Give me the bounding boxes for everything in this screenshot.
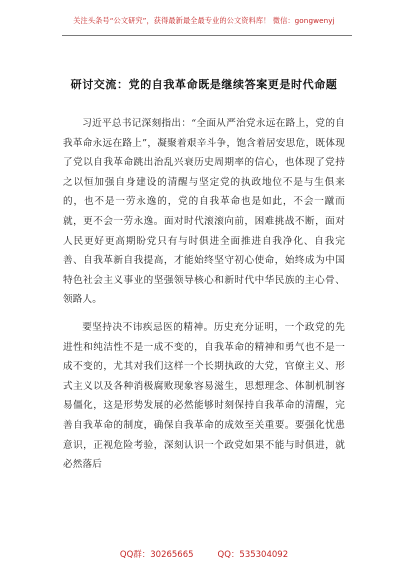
footer-contact <box>0 548 408 560</box>
document-title: 研讨交流：党的自我革命既是继续答案更是时代命题 <box>70 78 338 91</box>
footer-qq-number: QQ：535304092 <box>217 550 289 560</box>
body-paragraph-1: 习近平总书记深刻指出：“全面从严治党永远在路上，党的自我革命永远在路上”，凝聚着艰辛斗争，饱含着居安思危，既体现了党以自我革命跳出治乱兴衰历史周期率的信心，也体现了党持之以恒加强自身建设的清醒与坚定党的执政地位不是与生俱来的，也不是一劳永逸的，党的自我革命也是如此，不会一蹴而就，更不会一劳永逸。面对时代滚滚向前，困难挑战不断，面对人民更好更高期盼党只有与时俱进全面推进自我净化、自我完善、自我革新自我提高，才能始终坚守初心使命，始终成为中国特色社会主义事业的坚强领导核心和新时代中华民族的主心骨、领路人。 <box>63 118 345 306</box>
header-banner: 关注头条号“公文研究”，获得最新最全最专业的公文资料库！ 微信：gongwenyj <box>73 16 335 25</box>
header-divider <box>62 35 352 36</box>
footer-qq-group: QQ群：30265665 <box>119 550 194 560</box>
document-body <box>63 114 345 475</box>
body-paragraph-2: 要坚持决不讳疾忌医的精神。历史充分证明，一个政党的先进性和纯洁性不是一成不变的，自我革命的精神和勇气也不是一成不变的，尤其对我们这样一个长期执政的大党，官僚主义、形式主义以及各种消极腐败现象容易滋生，思想理念、体制机制容易僵化，这是形势发展的必然能够时刻保持自我革命的清醒，完善自我革命的制度，确保自我革命的成效至关重要。要强化忧患意识，正视危险考验，深刻认识一个政党如果不能与时俱进，就必然落后 <box>63 321 345 471</box>
